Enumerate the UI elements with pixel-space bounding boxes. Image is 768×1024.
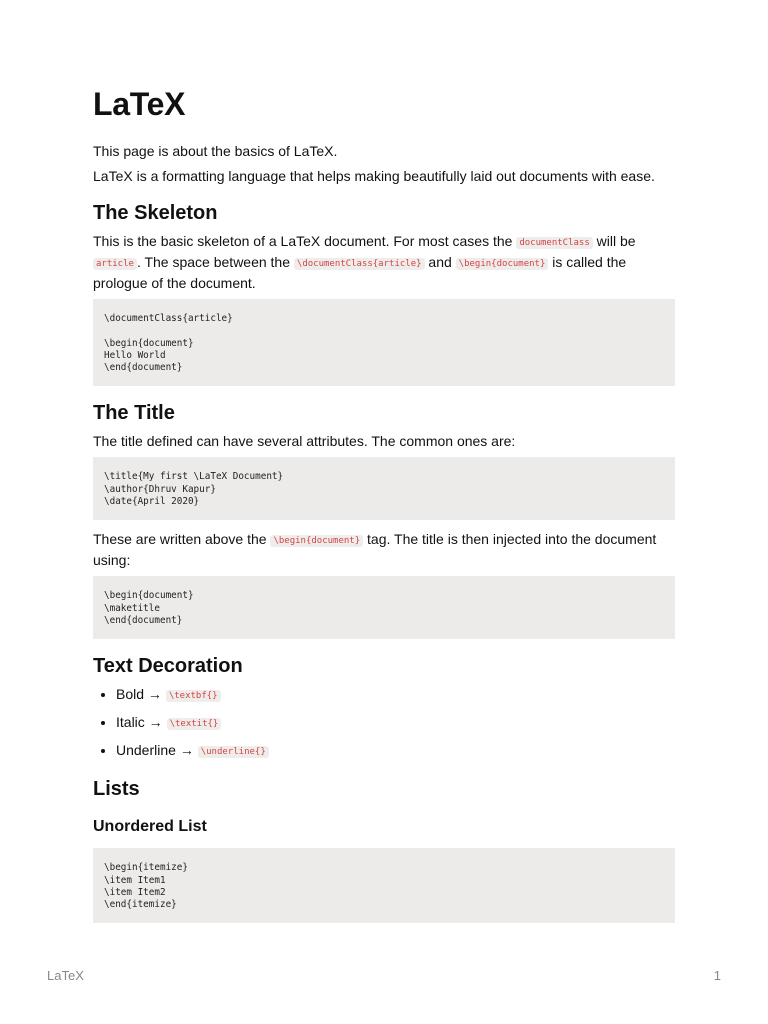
page-title: LaTeX — [93, 86, 186, 122]
list-item-label: Italic → — [116, 714, 163, 731]
lists-heading: Lists — [93, 778, 140, 801]
page-number: 1 — [713, 968, 721, 983]
title-paragraph-2 — [93, 530, 675, 570]
title-paragraph: The title defined can have several attributes. The common ones are: — [93, 433, 516, 450]
inline-code-documentclass: documentClass — [516, 237, 592, 249]
skeleton-text-5: is called the prologue of the document. — [93, 254, 627, 291]
intro-paragraph-1: This page is about the basics of LaTeX. — [93, 143, 338, 159]
unordered-list-heading: Unordered List — [93, 818, 207, 836]
list-item-label: Bold → — [116, 686, 162, 703]
inline-code-textit: \textit{} — [167, 718, 222, 730]
footer-title: LaTeX — [47, 968, 84, 983]
inline-code-textbf: \textbf{} — [166, 690, 221, 702]
code-block-skeleton: \documentClass{article} \begin{document} Hello World \end{document} — [93, 299, 675, 386]
list-item-label: Underline → — [116, 742, 194, 759]
skeleton-paragraph — [93, 232, 675, 293]
list-item-italic — [116, 713, 675, 734]
code-block-title: \title{My first \LaTeX Document} \author{Dhruv Kapur} \date{April 2020} — [93, 457, 675, 520]
inline-code-documentclass-article: \documentClass{article} — [294, 258, 425, 270]
skeleton-text-1: This is the basic skeleton of a LaTeX document. For most cases the — [93, 233, 513, 249]
document-page — [93, 84, 675, 933]
skeleton-text-4: and — [428, 254, 452, 270]
skeleton-text-2: will be — [596, 233, 636, 249]
list-item-bold — [116, 685, 675, 706]
title-text-2b: tag. The title is then injected into the document using: — [93, 531, 657, 569]
code-block-maketitle: \begin{document} \maketitle \end{document} — [93, 576, 675, 639]
decoration-heading: Text Decoration — [93, 655, 243, 678]
code-block-itemize: \begin{itemize} \item Item1 \item Item2 \end{itemize} — [93, 848, 675, 923]
skeleton-text-3: . The space between the — [136, 254, 291, 270]
inline-code-begin-document-2: \begin{document} — [270, 535, 363, 547]
decoration-list — [93, 685, 675, 762]
inline-code-article: article — [93, 258, 137, 270]
title-text-2a: These are written above the — [93, 531, 267, 548]
list-item-underline — [116, 741, 675, 762]
title-heading: The Title — [93, 402, 175, 425]
inline-code-underline: \underline{} — [198, 746, 269, 758]
skeleton-heading: The Skeleton — [93, 202, 218, 224]
inline-code-begin-document: \begin{document} — [456, 258, 549, 270]
intro-paragraph-2: LaTeX is a formatting language that helps making beautifully laid out documents with ease. — [93, 168, 655, 184]
